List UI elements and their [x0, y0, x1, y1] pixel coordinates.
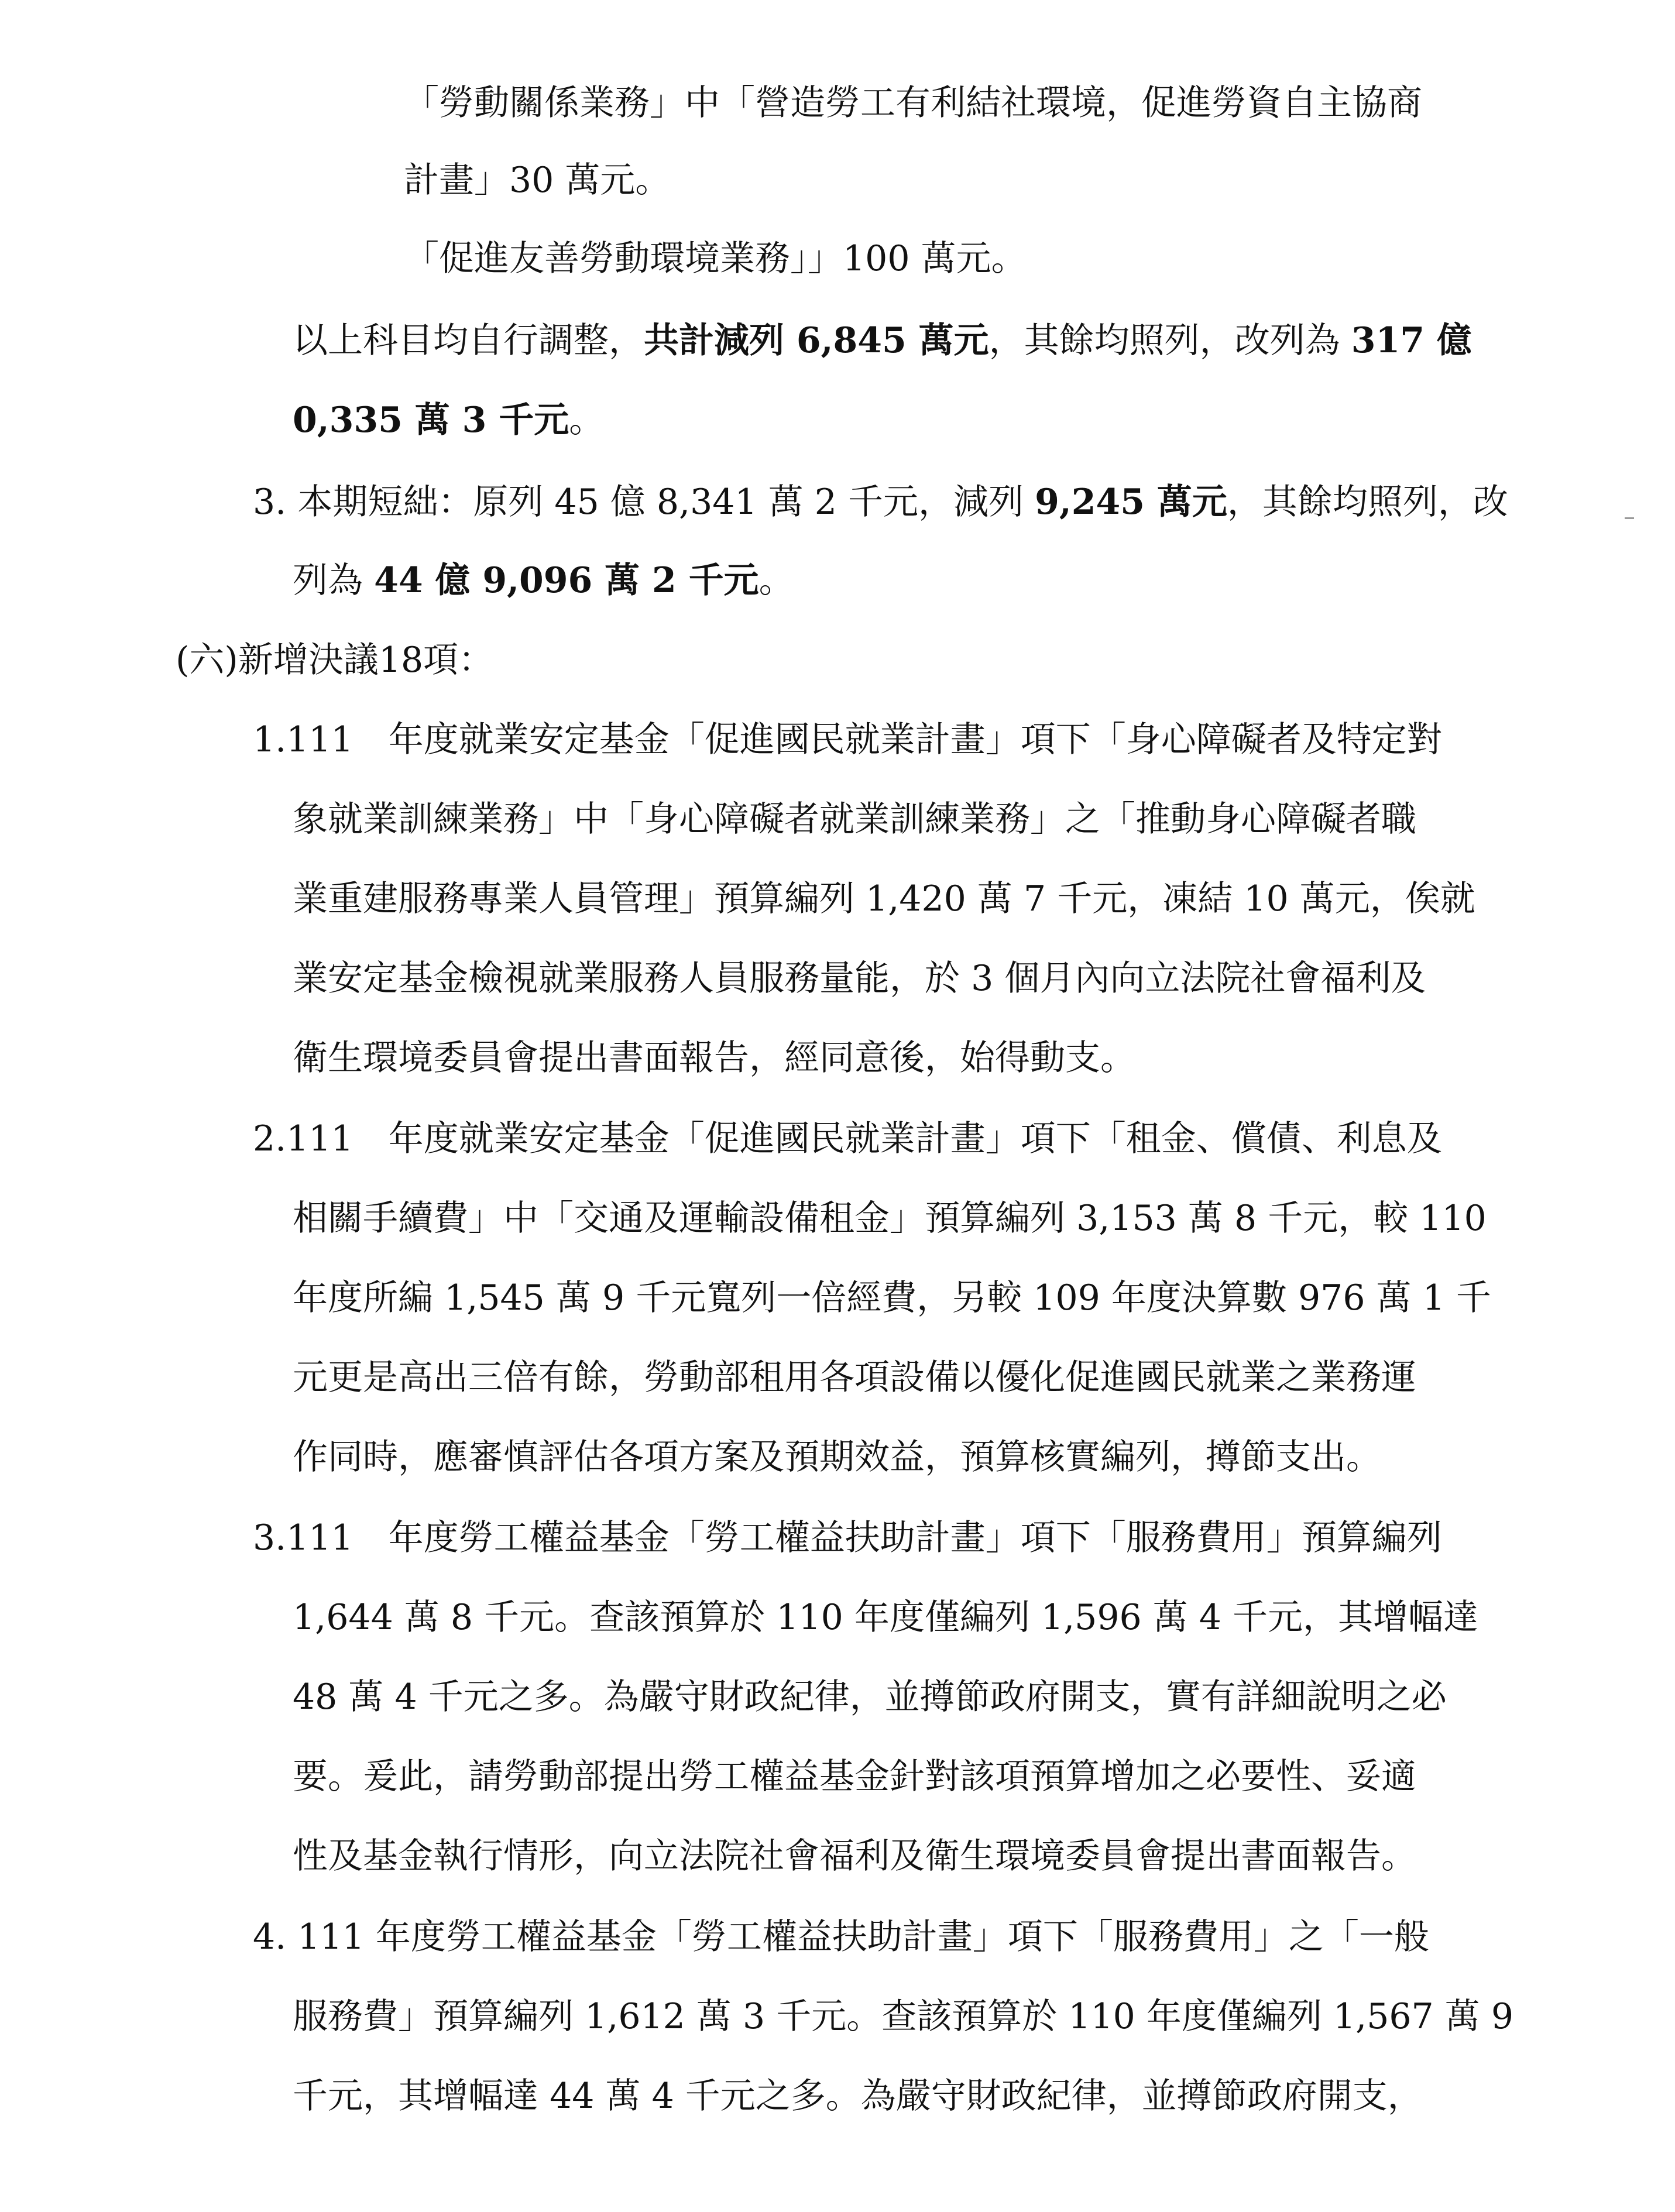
text-line-20: 1,644 萬 8 千元。查該預算於 110 年度僅編列 1,596 萬 4 千元，其增幅達 [293, 1597, 1479, 1638]
bold-amount: 9,245 萬元 [1035, 482, 1227, 523]
text-line-9: 1.111 年度就業安定基金「促進國民就業計畫」項下「身心障礙者及特定對 [253, 719, 1442, 760]
text-line-11: 業重建服務專業人員管理」預算編列 1,420 萬 7 千元，凍結 10 萬元，俟就 [293, 878, 1475, 919]
text-line-26: 千元，其增幅達 44 萬 4 千元之多。為嚴守財政紀律，並撙節政府開支， [293, 2076, 1423, 2117]
text-line-5 [293, 398, 604, 442]
text-line-24: 4. 111 年度勞工權益基金「勞工權益扶助計畫」項下「服務費用」之「一般 [253, 1916, 1429, 1957]
text-run: 。 [569, 400, 605, 441]
text-line-4 [293, 318, 1472, 363]
text-line-3: 「促進友善勞動環境業務」」100 萬元。 [404, 238, 1027, 279]
text-line-10: 象就業訓練業務」中「身心障礙者就業訓練業務」之「推動身心障礙者職 [293, 799, 1416, 840]
text-line-25: 服務費」預算編列 1,612 萬 3 千元。查該預算於 110 年度僅編列 1,567 萬 9 [293, 1996, 1514, 2037]
text-line-1: 「勞動關係業務」中「營造勞工有利結社環境，促進勞資自主協商 [404, 83, 1422, 123]
text-line-18: 作同時，應審慎評估各項方案及預期效益，預算核實編列，撙節支出。 [293, 1437, 1381, 1478]
text-line-6 [253, 480, 1508, 524]
text-line-21: 48 萬 4 千元之多。為嚴守財政紀律，並撙節政府開支，實有詳細說明之必 [293, 1677, 1447, 1718]
text-line-15: 相關手續費」中「交通及運輸設備租金」預算編列 3,153 萬 8 千元，較 110 [293, 1198, 1487, 1239]
text-line-16: 年度所編 1,545 萬 9 千元寬列一倍經費，另較 109 年度決算數 976 萬 1 千 [293, 1277, 1491, 1318]
bold-amount: 317 億 [1351, 320, 1472, 361]
text-run: ，其餘均照列，改列為 [988, 320, 1351, 361]
text-run: 3. 本期短絀：原列 45 億 8,341 萬 2 千元，減列 [253, 482, 1035, 523]
text-line-23: 性及基金執行情形，向立法院社會福利及衛生環境委員會提出書面報告。 [293, 1836, 1416, 1877]
text-run: 。 [758, 560, 794, 601]
text-line-13: 衛生環境委員會提出書面報告，經同意後，始得動支。 [293, 1038, 1135, 1078]
text-run: 以上科目均自行調整， [293, 320, 644, 361]
text-line-12: 業安定基金檢視就業服務人員服務量能，於 3 個月內向立法院社會福利及 [293, 958, 1426, 999]
bold-amount: 共計減列 6,845 萬元 [644, 320, 989, 361]
text-run: ，其餘均照列，改 [1227, 482, 1508, 523]
text-line-2: 計畫」30 萬元。 [404, 160, 671, 201]
section-heading: (六)新增決議18項： [176, 640, 494, 681]
text-run: 列為 [293, 560, 375, 601]
scan-mark [1625, 517, 1634, 519]
bold-amount: 44 億 9,096 萬 2 千元 [374, 560, 759, 601]
bold-amount: 0,335 萬 3 千元 [293, 400, 569, 441]
text-line-19: 3.111 年度勞工權益基金「勞工權益扶助計畫」項下「服務費用」預算編列 [253, 1517, 1442, 1558]
text-line-14: 2.111 年度就業安定基金「促進國民就業計畫」項下「租金、償債、利息及 [253, 1118, 1442, 1159]
text-line-17: 元更是高出三倍有餘，勞動部租用各項設備以優化促進國民就業之業務運 [293, 1357, 1416, 1398]
text-line-7 [293, 558, 794, 603]
text-line-22: 要。爰此，請勞動部提出勞工權益基金針對該項預算增加之必要性、妥適 [293, 1756, 1416, 1797]
